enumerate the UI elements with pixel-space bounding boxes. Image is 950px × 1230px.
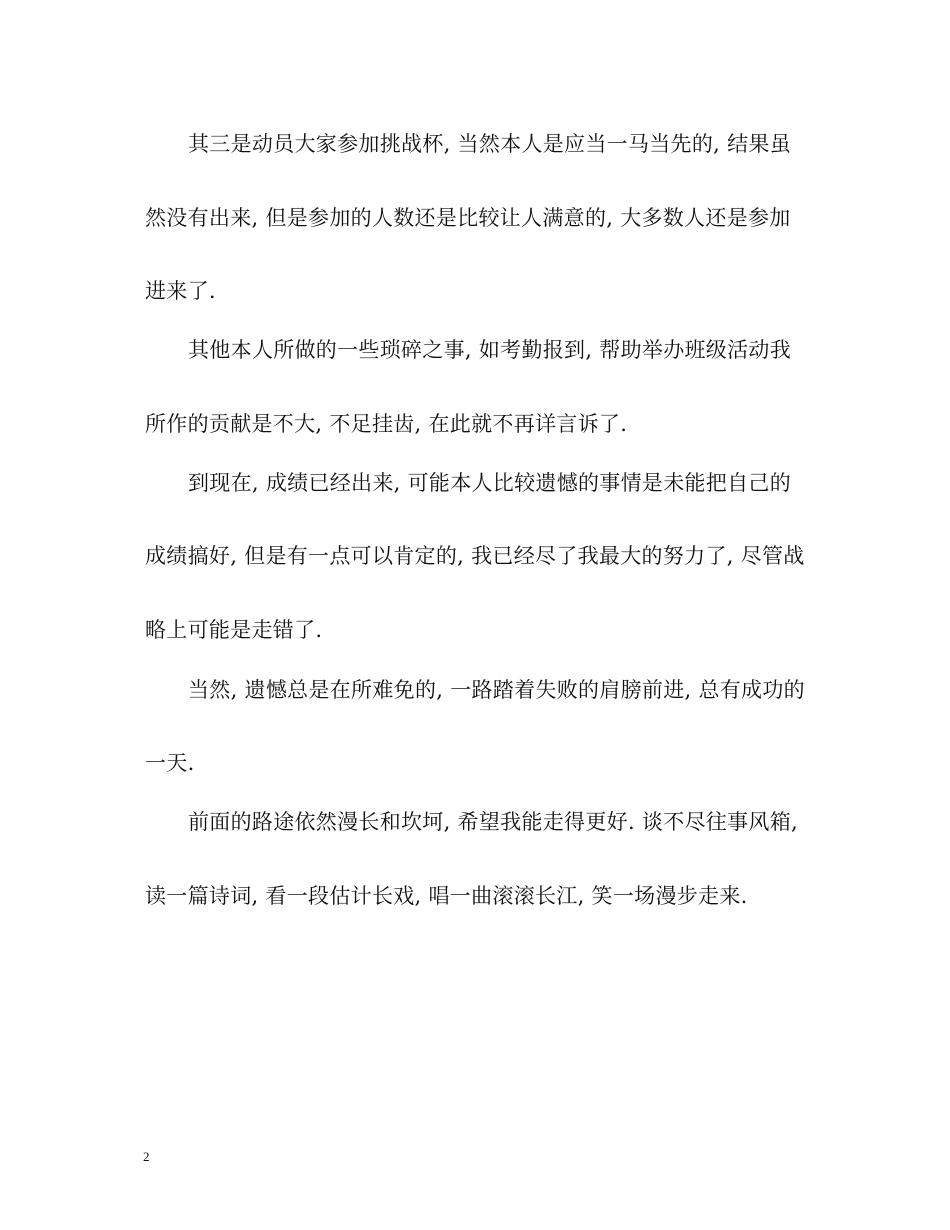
paragraph-1-line-1: 其三是动员大家参加挑战杯, 当然本人是应当一马当先的, 结果虽 [188,132,791,156]
paragraph-3-line-3: 略上可能是走错了. [145,618,323,642]
paragraph-3-line-1: 到现在, 成绩已经出来, 可能本人比较遗憾的事情是未能把自己的 [188,471,791,495]
paragraph-1-line-2: 然没有出来, 但是参加的人数还是比较让人满意的, 大多数人还是参加 [145,206,791,230]
paragraph-5-line-1: 前面的路途依然漫长和坎坷, 希望我能走得更好. 谈不尽往事风箱, [188,810,798,834]
page-number: 2 [143,1149,150,1164]
paragraph-1-line-3: 进来了. [145,279,216,303]
paragraph-4-line-2: 一天. [145,751,195,775]
paragraph-2-line-2: 所作的贡献是不大, 不足挂齿, 在此就不再详言诉了. [145,412,628,436]
paragraph-3-line-2: 成绩搞好, 但是有一点可以肯定的, 我已经尽了我最大的努力了, 尽管战 [145,544,805,568]
paragraph-5-line-2: 读一篇诗词, 看一段估计长戏, 唱一曲滚滚长江, 笑一场漫步走来. [145,884,748,908]
paragraph-4-line-1: 当然, 遗憾总是在所难免的, 一路踏着失败的肩膀前进, 总有成功的 [188,678,805,702]
paragraph-2-line-1: 其他本人所做的一些琐碎之事, 如考勤报到, 帮助举办班级活动我 [188,338,791,362]
